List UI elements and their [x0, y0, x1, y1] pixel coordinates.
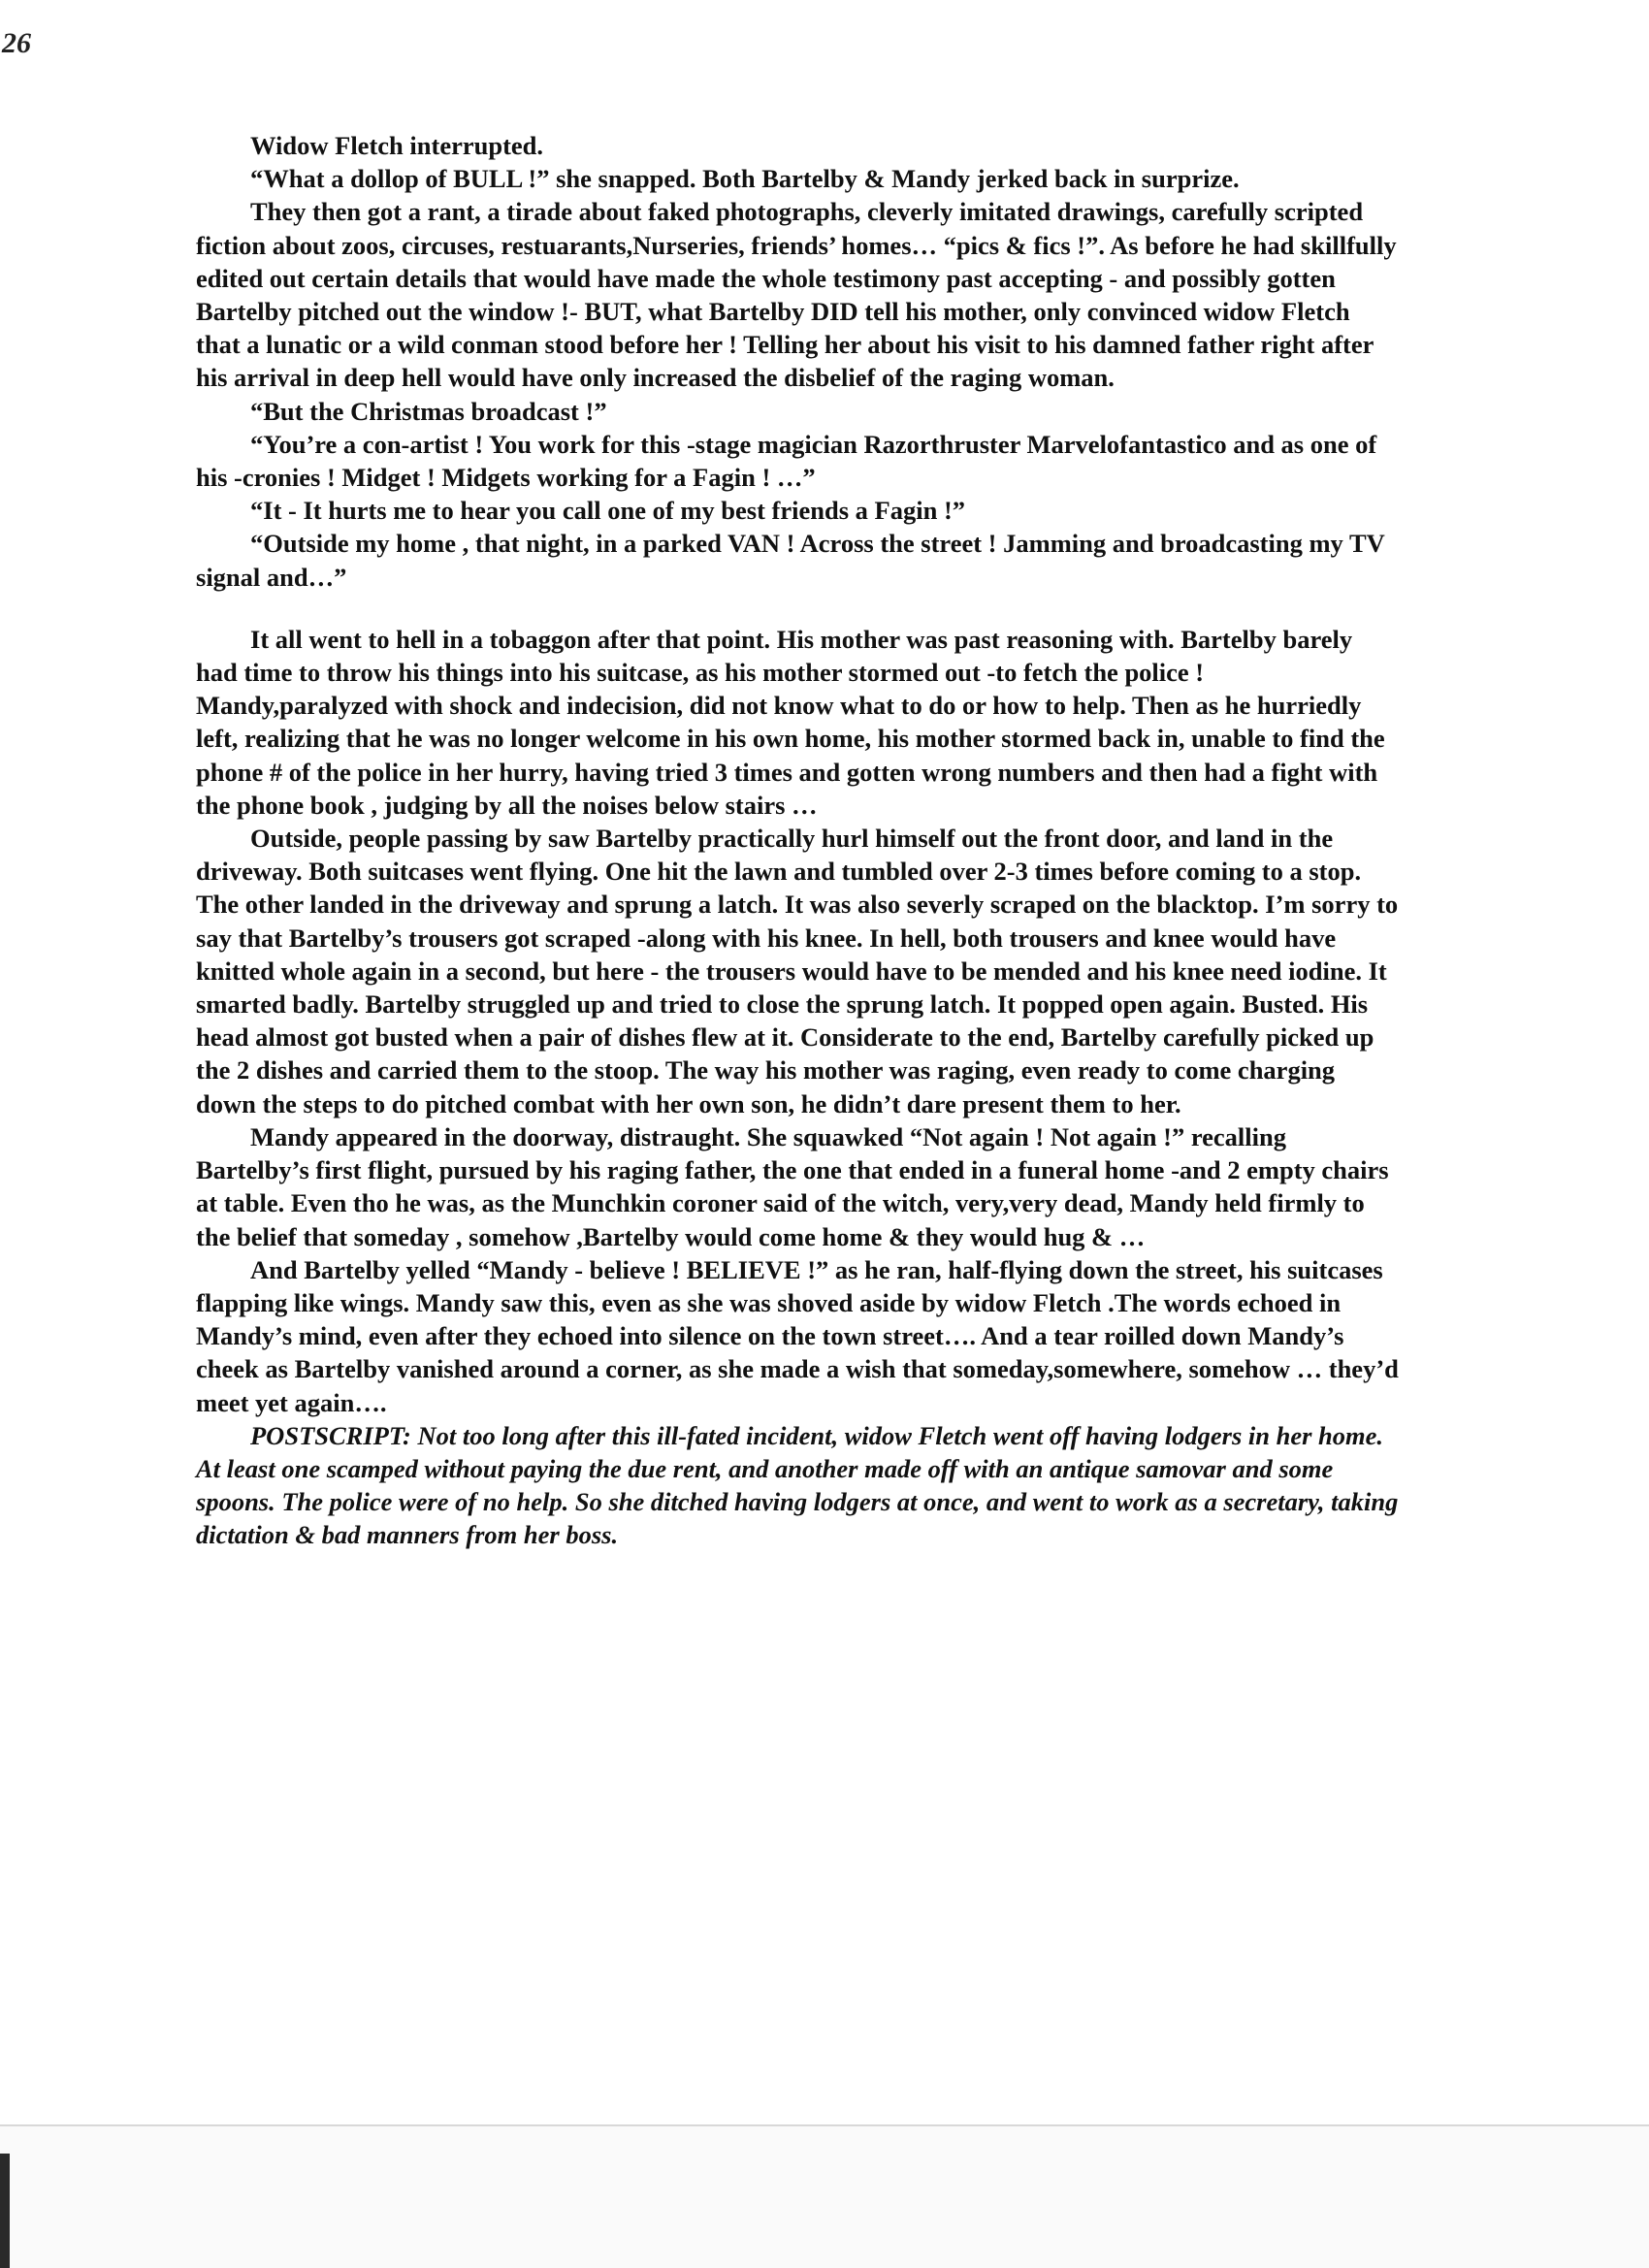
- paragraph: Outside, people passing by saw Bartelby practically hurl himself out the front door, and land in the driveway. Both suitcases went flying. One hit the lawn and tumbled over 2-3 times before coming to a stop. The other landed in the driveway and sprung a latch. It was also severly scraped on the blacktop. I’m sorry to say that Bartelby’s trousers got scraped -along with his knee. In hell, both trousers and knee would have knitted whole again in a second, but here - the trousers would have to be mended and his knee need iodine. It smarted badly. Bartelby struggled up and tried to close the sprung latch. It popped open again. Busted. His head almost got busted when a pair of dishes flew at it. Considerate to the end, Bartelby carefully picked up the 2 dishes and carried them to the stoop. The way his mother was raging, even ready to come charging down the steps to do pitched combat with her own son, he didn’t dare present them to her.: [196, 824, 1399, 1118]
- paragraph: It all went to hell in a tobaggon after that point. His mother was past reasoning with. Bartelby barely had time to throw his things into his suitcase, as his mother stormed out -to fetch the police ! Mandy,paralyzed with shock and indecision, did not know what to do or how to help. Then as he hurriedly left, realizing that he was no longer welcome in his own home, his mother stormed back in, unable to find the phone # of the police in her hurry, having tried 3 times and gotten wrong numbers and then had a fight with the phone book , judging by all the noises below stairs …: [196, 624, 1385, 820]
- paragraph-gap: [196, 594, 1399, 623]
- story-text: [196, 129, 1399, 1552]
- page-number: 26: [2, 27, 31, 59]
- paragraph: “You’re a con-artist ! You work for this -stage magician Razorthruster Marvelofantastico and as one of his -cronies ! Midget ! Midgets working for a Fagin ! …”: [196, 429, 1377, 493]
- paragraph: Mandy appeared in the doorway, distraught. She squawked “Not again ! Not again !” recalling Bartelby’s first flight, pursued by his raging father, the one that ended in a funeral home -and 2 empty chairs at table. Even tho he was, as the Munchkin coroner said of the witch, very,very dead, Mandy held firmly to the belief that someday , somehow ,Bartelby would come home & they would hug & …: [196, 1121, 1389, 1251]
- paragraph: “What a dollop of BULL !” she snapped. Both Bartelby & Mandy jerked back in surprize.: [250, 164, 1240, 194]
- postscript-paragraph: POSTSCRIPT: Not too long after this ill-fated incident, widow Fletch went off having lodgers in her home. At least one scamped without paying the due rent, and another made off with an antique samovar and some spoons. The police were of no help. So she ditched having lodgers at once, and went to work as a secretary, taking dictation & bad manners from her boss.: [196, 1420, 1399, 1550]
- paragraph: And Bartelby yelled “Mandy - believe ! BELIEVE !” as he ran, half-flying down the street, his suitcases flapping like wings. Mandy saw this, even as she was shoved aside by widow Fletch .The words echoed in Mandy’s mind, even after they echoed into silence on the town street…. And a tear roilled down Mandy’s cheek as Bartelby vanished around a corner, as she made a wish that someday,somewhere, somehow … they’d meet yet again….: [196, 1254, 1399, 1417]
- scanner-edge: [0, 2154, 10, 2268]
- paragraph: Widow Fletch interrupted.: [250, 131, 544, 160]
- paragraph: “But the Christmas broadcast !”: [250, 396, 607, 426]
- paragraph: “It - It hurts me to hear you call one of my best friends a Fagin !”: [250, 496, 966, 526]
- paragraph: They then got a rant, a tirade about faked photographs, cleverly imitated drawings, carefully scripted fiction about zoos, circuses, restuarants,Nurseries, friends’ homes… “pics & fics !”. As before he had skillfully edited out certain details that would have made the whole testimony past accepting - and possibly gotten Bartelby pitched out the window !- BUT, what Bartelby DID tell his mother, only convinced widow Fletch that a lunatic or a wild conman stood before her ! Telling her about his visit to his damned father right after his arrival in deep hell would have only increased the disbelief of the raging woman.: [196, 197, 1397, 393]
- scan-background: [0, 2124, 1649, 2268]
- paragraph: “Outside my home , that night, in a parked VAN ! Across the street ! Jamming and broadcasting my TV signal and…”: [196, 529, 1385, 592]
